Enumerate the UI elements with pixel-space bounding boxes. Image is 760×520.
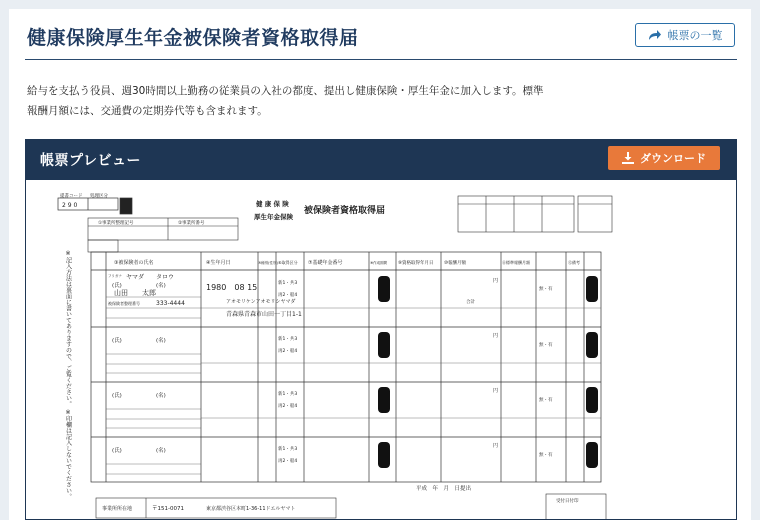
description — [27, 81, 727, 121]
kind-a-2: 新1・共3 — [278, 337, 298, 342]
address-kana: アオモリケンアオモリシヤマダ — [226, 299, 296, 305]
title-divider — [25, 59, 737, 60]
form-heading-2: 厚生年金保険 — [254, 213, 293, 221]
code-value: 2 9 0 — [62, 202, 78, 209]
reg-number: 333-4444 — [156, 300, 185, 307]
footer-address: 東京都渋谷区本町1-36-11ドエルヤマト — [206, 506, 296, 512]
code-box-label-2: 処理区分 — [90, 194, 108, 199]
form-heading-1: 健 康 保 険 — [256, 200, 289, 208]
col-name: ③被保険者の氏名 — [114, 260, 154, 266]
black-stamps — [378, 276, 598, 468]
preview-panel — [25, 139, 737, 520]
kind-b-4: 再2・船4 — [278, 459, 298, 464]
col-kind: ⑤種別(性別) — [258, 261, 278, 265]
furigana-label: フリガナ — [108, 274, 122, 278]
form-list-button-label: 帳票の一覧 — [667, 29, 723, 42]
download-button[interactable] — [608, 146, 720, 170]
preview-title: 帳票プレビュー — [40, 153, 141, 169]
mei-label-3: (名) — [156, 393, 166, 399]
share-arrow-icon — [648, 29, 662, 41]
umu-2: 無・有 — [539, 343, 553, 348]
kind-a-1: 新1・共3 — [278, 281, 298, 286]
footer-postal: 〒151-0071 — [152, 506, 184, 512]
row-subgrid — [106, 297, 601, 474]
kind-b-3: 再2・船4 — [278, 404, 298, 409]
reception-boxes — [458, 196, 612, 232]
col-note: ⑫備考 — [568, 260, 580, 265]
main-grid — [91, 252, 601, 482]
kanji-name: 山田 太郎 — [114, 289, 156, 297]
description-line-1: 給与を支払う役員、週30時間以上勤務の従業員の入社の都度、提出し健康保険・厚生年金に加入します。標準 — [27, 85, 544, 97]
kind-b-2: 再2・船4 — [278, 349, 298, 354]
col-period: ⑧作成期間 — [370, 261, 388, 265]
uji-label-3: (氏) — [112, 393, 122, 399]
reg-label: 被保険者整理番号 — [108, 301, 140, 306]
kind-a-3: 新1・共3 — [278, 392, 298, 397]
birth-date: 1980 08 15 — [206, 283, 258, 292]
umu-4: 無・有 — [539, 453, 553, 458]
address: 青森県青森市山田一丁目1-1 — [226, 311, 302, 318]
preview-panel-header — [26, 140, 736, 180]
page — [9, 9, 751, 520]
kind-a-4: 新1・共3 — [278, 447, 298, 452]
umu-1: 無・有 — [539, 287, 553, 292]
kind-b-1: 再2・船4 — [278, 293, 298, 298]
code-box-label-1: 提書コード — [60, 194, 83, 199]
form-list-button[interactable] — [635, 23, 735, 47]
form-preview-sheet — [46, 190, 716, 520]
form-heading-main: 被保険者資格取得届 — [304, 206, 386, 216]
uji-label-4: (氏) — [112, 448, 122, 454]
download-button-label: ダウンロード — [640, 152, 706, 165]
footer-office-label: 事業所所在地 — [102, 506, 133, 512]
soukei-1: 合計 — [466, 300, 475, 305]
col-std: ⑪標準報酬月額 — [502, 260, 530, 265]
yen-4: 円 — [493, 443, 499, 449]
col-pension: ⑦基礎年金番号 — [308, 260, 343, 266]
footer-stamp: 受付日付印 — [556, 499, 579, 504]
description-line-2: 報酬月額には、交通費の定期券代等も含まれます。 — [27, 105, 268, 117]
mei-label: (名) — [156, 283, 166, 289]
col-acq: ⑥取得区分 — [278, 260, 298, 265]
yen-2: 円 — [493, 333, 499, 339]
col-acqdate: ⑨資格取得年月日 — [398, 261, 434, 266]
office-no-label: ②事業所番号 — [178, 221, 205, 226]
mei-label-2: (名) — [156, 338, 166, 344]
footer-date: 平成 年 月 日提出 — [416, 486, 472, 492]
uji-label-2: (氏) — [112, 338, 122, 344]
yen-3: 円 — [493, 388, 499, 394]
col-salary: ⑩報酬月額 — [444, 261, 467, 266]
download-icon — [622, 152, 634, 164]
furigana-value: ヤマダ タロウ — [126, 274, 175, 281]
mei-label-4: (名) — [156, 448, 166, 454]
side-note: ※記入方法は裏面に書いてありますので、ご覧ください。 ※印欄は記入しないでください。 — [64, 250, 72, 500]
col-birth: ④生年月日 — [206, 260, 231, 266]
yen-1: 円 — [493, 278, 499, 284]
umu-3: 無・有 — [539, 398, 553, 403]
page-title: 健康保険厚生年金被保険者資格取得届 — [27, 27, 359, 49]
uji-label: (氏) — [112, 283, 122, 289]
office-label: ①事業所整理記号 — [98, 221, 134, 226]
